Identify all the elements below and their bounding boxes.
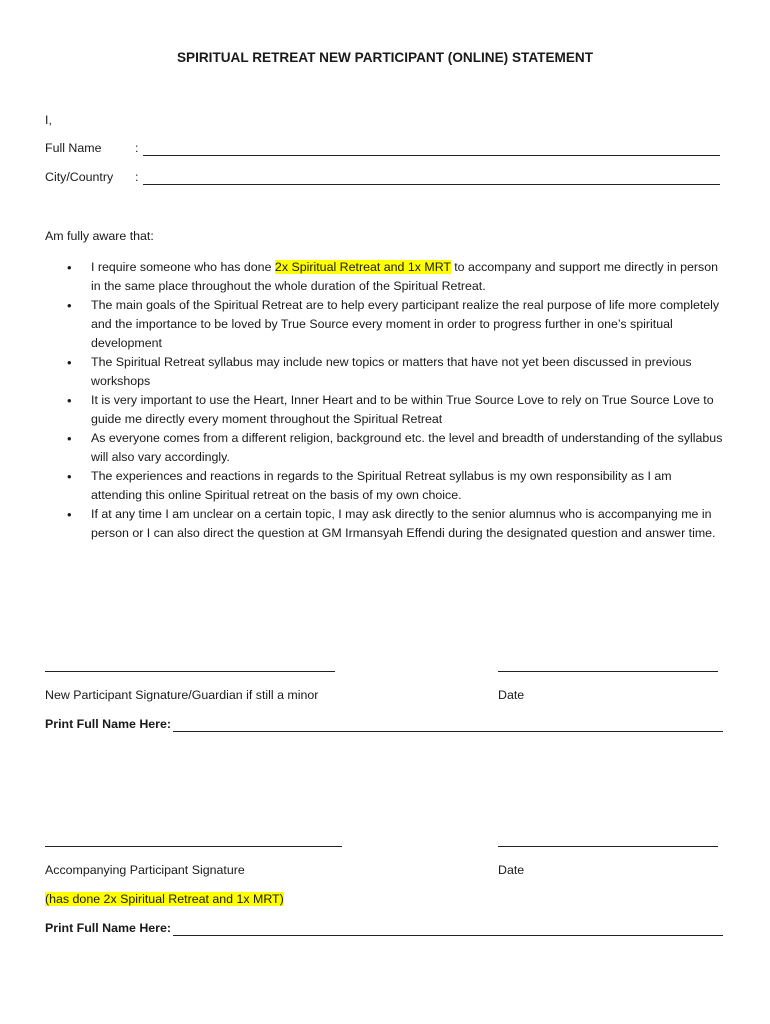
full-name-label: Full Name [45,141,102,155]
point-text: As everyone comes from a different religion, background etc. the level and breadth of understanding of the syllabus will also vary accordingly. [91,431,723,464]
list-item [45,296,725,353]
full-name-field-line[interactable] [143,155,720,156]
participant-date-line[interactable] [498,671,718,672]
list-item [45,353,725,391]
point-text: The Spiritual Retreat syllabus may include new topics or matters that have not yet been discussed in previous workshops [91,355,692,388]
participant-date-label: Date [498,688,525,702]
list-item [45,467,725,505]
awareness-list [45,258,725,543]
full-name-separator: : [135,141,139,155]
point-text: The experiences and reactions in regards to the Spiritual Retreat syllabus is my own responsibility as I am attending this online Spiritual retreat on the basis of my own choice. [91,469,672,502]
list-item [45,258,725,296]
accompanying-note-wrapper [45,892,284,906]
document-title: SPIRITUAL RETREAT NEW PARTICIPANT (ONLINE) STATEMENT [176,50,594,65]
intro-text: I, [45,113,52,127]
participant-signature-line[interactable] [45,671,335,672]
accompanying-print-name-label: Print Full Name Here: [45,921,171,935]
list-item [45,505,725,543]
list-item [45,429,725,467]
point-text: It is very important to use the Heart, Inner Heart and to be within True Source Love to rely on True Source Love to guide me directly every moment throughout the Spiritual Retreat [91,393,714,426]
city-country-label: City/Country [45,170,114,184]
city-country-field-line[interactable] [143,184,720,185]
accompanying-date-line[interactable] [498,846,718,847]
accompanying-print-name-line[interactable] [173,935,723,936]
point-text: I require someone who has done [91,260,275,274]
city-country-separator: : [135,170,139,184]
accompanying-signature-label: Accompanying Participant Signature [45,863,245,877]
point-text: If at any time I am unclear on a certain topic, I may ask directly to the senior alumnus who is accompanying me in person or I can also direct the question at GM Irmansyah Effendi during the designated question and answer time. [91,507,716,540]
highlighted-text: 2x Spiritual Retreat and 1x MRT [274,260,451,274]
point-text: The main goals of the Spiritual Retreat are to help every participant realize the real purpose of life more completely and the importance to be loved by True Source every moment in order to progress further in one’s spiritual development [91,298,720,350]
participant-print-name-line[interactable] [173,731,723,732]
aware-heading: Am fully aware that: [45,229,154,243]
accompanying-requirement-note: (has done 2x Spiritual Retreat and 1x MRT) [45,892,284,906]
list-item [45,391,725,429]
participant-print-name-label: Print Full Name Here: [45,717,171,731]
accompanying-signature-line[interactable] [45,846,342,847]
point-text-continued: to accompany and support me directly in person in the same place throughout the whole duration of the Spiritual Retreat. [91,260,719,293]
accompanying-date-label: Date [498,863,525,877]
participant-signature-label: New Participant Signature/Guardian if still a minor [45,688,319,702]
